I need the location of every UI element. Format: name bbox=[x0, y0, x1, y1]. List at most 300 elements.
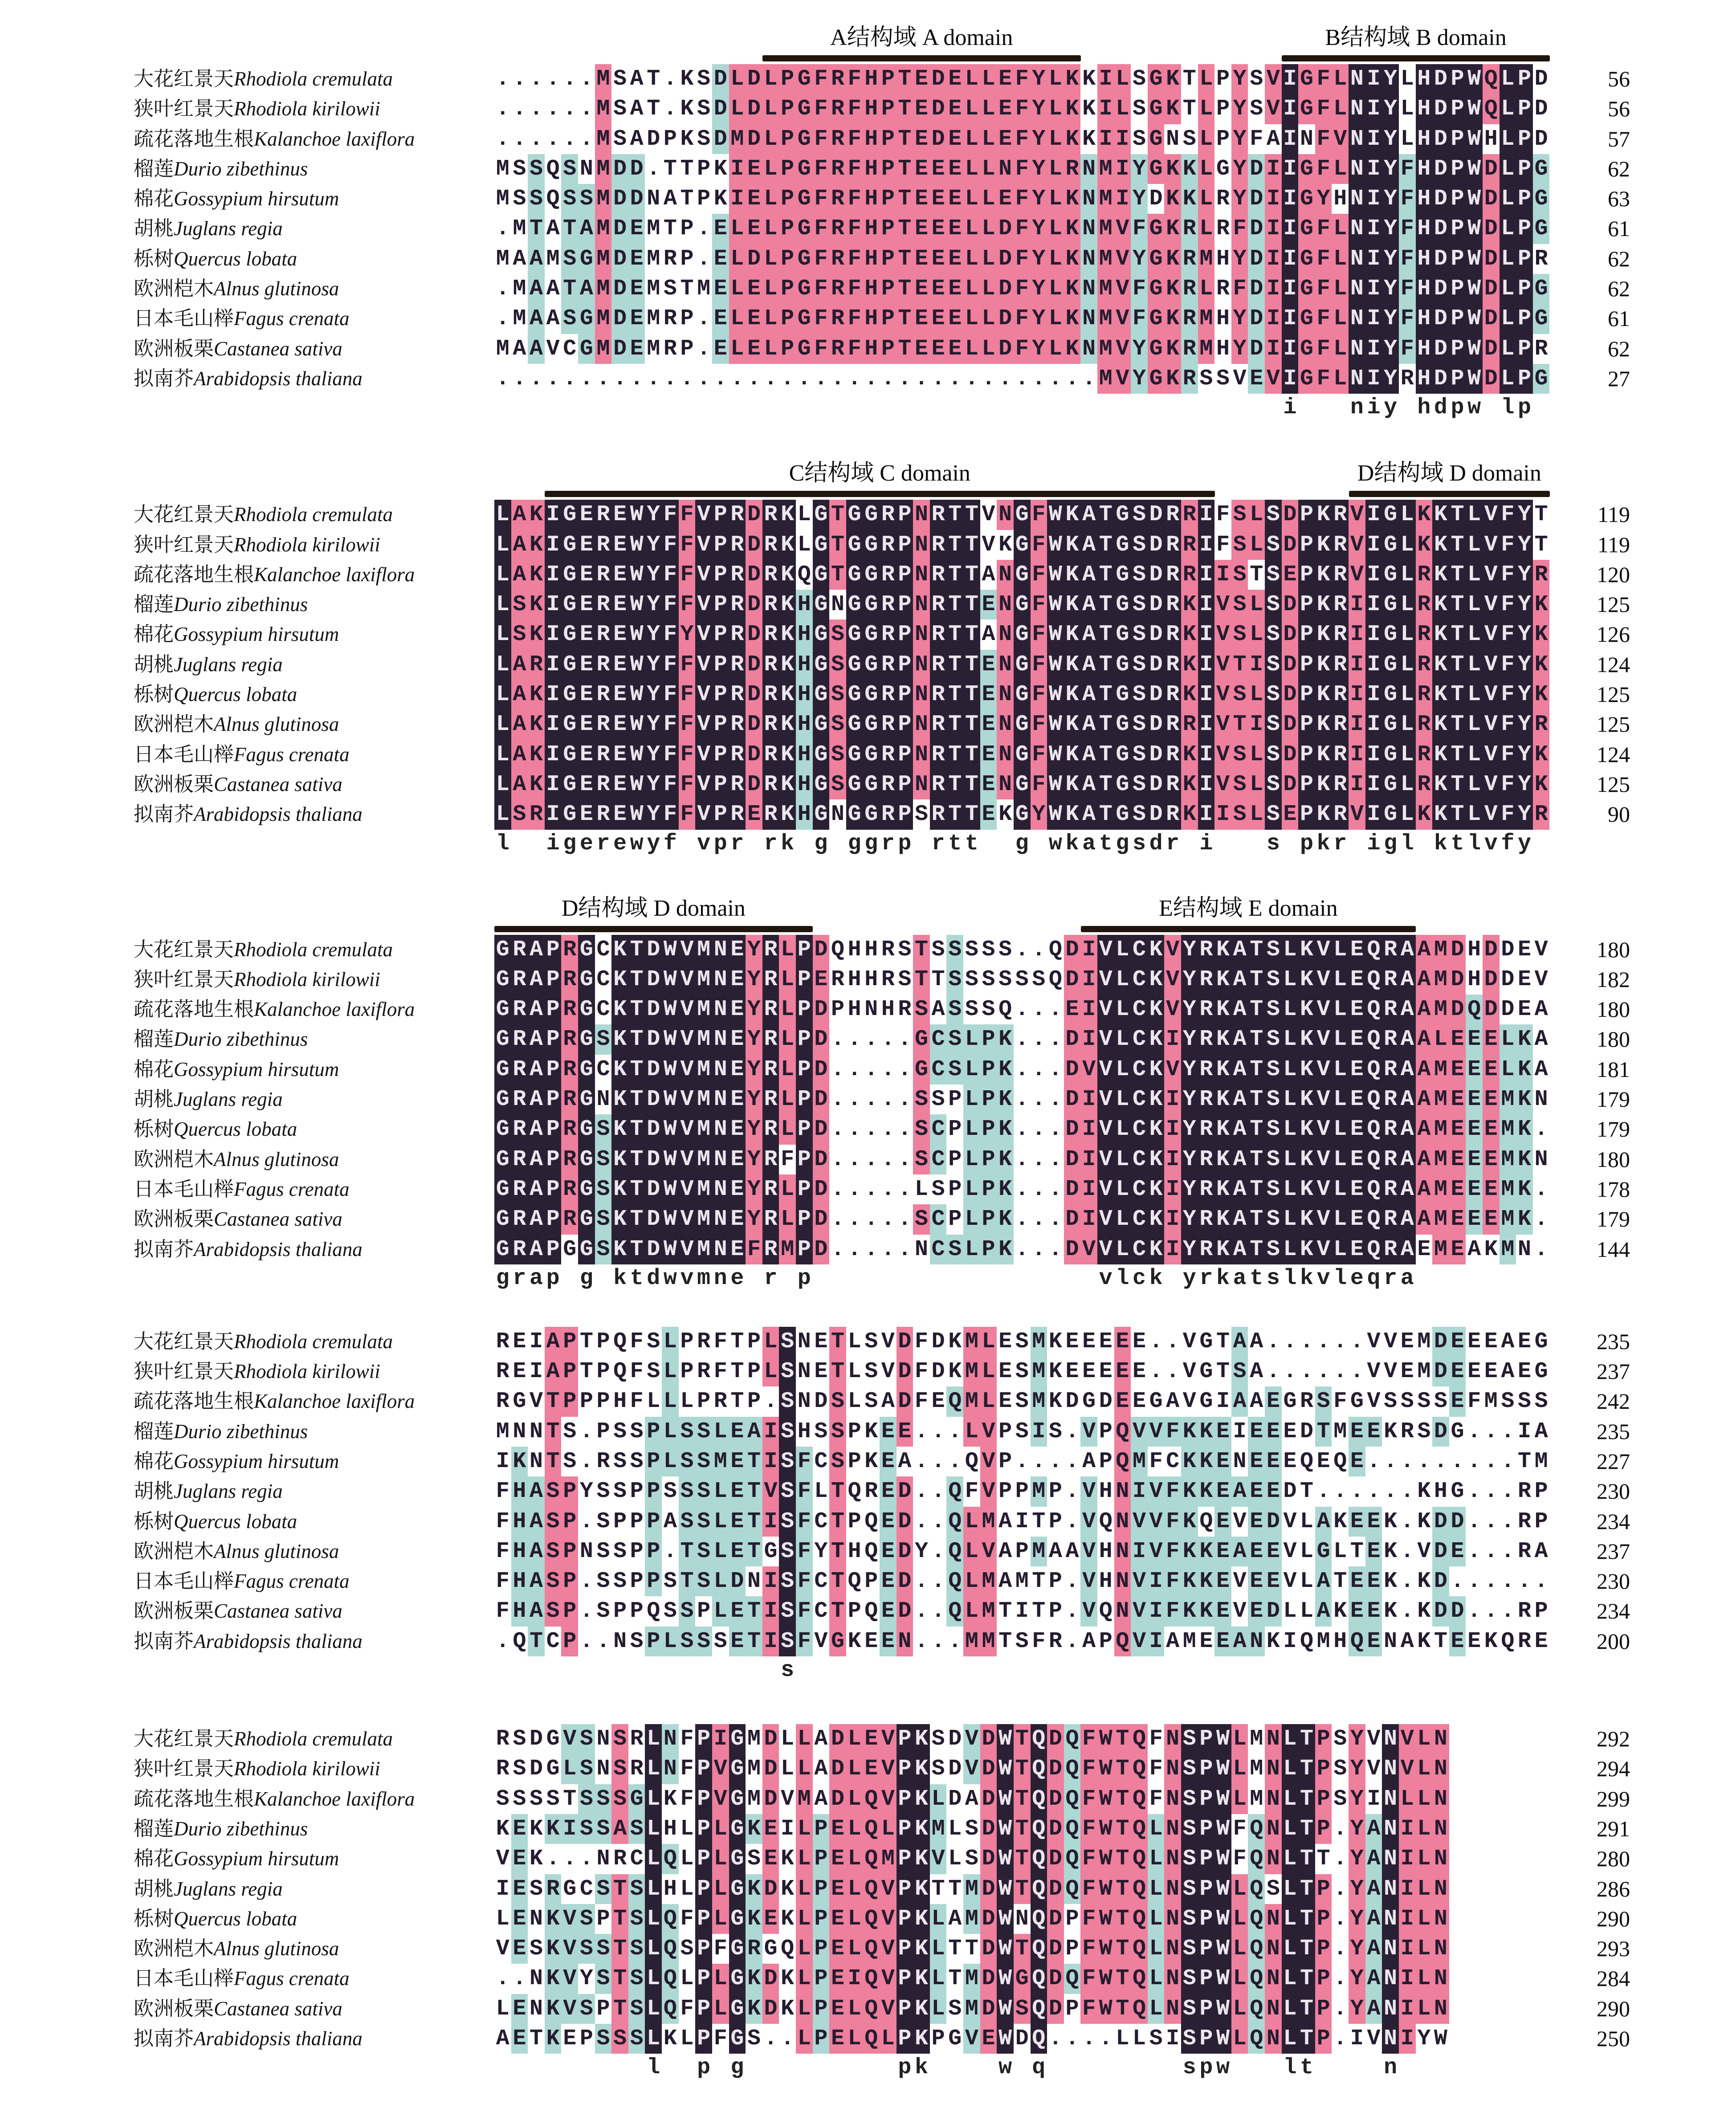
residue-cell: P bbox=[998, 1419, 1012, 1444]
residue-cell: F bbox=[680, 1726, 694, 1752]
residue-cell: L bbox=[797, 502, 811, 528]
residue-cell: E bbox=[1065, 1329, 1079, 1354]
residue-cell: I bbox=[1399, 1994, 1416, 2024]
residue-cell: K bbox=[611, 1174, 628, 1204]
residue-cell: P bbox=[1198, 1784, 1215, 1814]
consensus-cell: e bbox=[1350, 1265, 1364, 1291]
residue-cell: F bbox=[1216, 502, 1230, 528]
residue-cell: K bbox=[913, 1904, 930, 1934]
residue-cell: K bbox=[1533, 620, 1550, 649]
residue-cell: K bbox=[913, 1754, 930, 1784]
residue-cell: Y bbox=[814, 1538, 828, 1564]
residue-position: 237 bbox=[1597, 1359, 1630, 1384]
species-name-zh: 狭叶红景天 bbox=[134, 968, 234, 991]
residue-cell: W bbox=[997, 1964, 1014, 1994]
consensus-cell: w bbox=[998, 2055, 1012, 2081]
residue-cell: S bbox=[628, 1934, 645, 1964]
residue-cell: L bbox=[712, 1417, 729, 1447]
alignment-row bbox=[0, 1627, 1736, 1656]
residue-cell: D bbox=[1015, 2026, 1029, 2052]
residue-cell: K bbox=[1181, 1447, 1198, 1476]
residue-cell: P bbox=[697, 1598, 711, 1624]
sequence-cells bbox=[494, 244, 1549, 274]
residue-cell: R bbox=[1382, 1085, 1399, 1114]
residue-cell: . bbox=[1400, 1598, 1414, 1624]
residue-cell: N bbox=[1349, 214, 1365, 244]
species-name-latin: Rhodiola cremulata bbox=[234, 938, 393, 961]
residue-cell: D bbox=[813, 1024, 830, 1054]
residue-cell: D bbox=[1449, 965, 1466, 995]
species-label bbox=[0, 184, 494, 214]
residue-cell: R bbox=[1416, 590, 1433, 620]
residue-cell: D bbox=[645, 1145, 662, 1174]
residue-cell: L bbox=[1332, 1055, 1349, 1085]
species-name-zh: 大花红景天 bbox=[134, 938, 234, 961]
residue-cell: N bbox=[1382, 1964, 1399, 1994]
species-label bbox=[0, 1754, 494, 1784]
residue-cell: . bbox=[513, 66, 526, 92]
residue-cell: S bbox=[545, 1537, 562, 1566]
residue-cell: A bbox=[1365, 1874, 1382, 1904]
residue-cell: T bbox=[1534, 502, 1548, 528]
residue-cell: E bbox=[578, 530, 595, 560]
residue-position: 280 bbox=[1597, 1846, 1630, 1872]
residue-cell: R bbox=[561, 1024, 578, 1054]
residue-cell: K bbox=[1082, 66, 1096, 92]
residue-cell: D bbox=[813, 1114, 830, 1144]
residue-cell: S bbox=[628, 2024, 645, 2054]
alignment-row bbox=[0, 560, 1736, 590]
residue-cell: Y bbox=[1349, 1874, 1365, 1904]
residue-cell: M bbox=[647, 246, 660, 272]
residue-cell: R bbox=[729, 650, 746, 680]
residue-cell: R bbox=[729, 530, 746, 560]
residue-cell: P bbox=[948, 1176, 962, 1202]
residue-cell: . bbox=[496, 366, 509, 391]
residue-cell: E bbox=[1114, 1386, 1131, 1416]
residue-cell: S bbox=[829, 740, 846, 770]
residue-cell: R bbox=[1181, 244, 1198, 274]
residue-cell: P bbox=[796, 995, 813, 1024]
residue-cell: E bbox=[1248, 364, 1265, 394]
residue-cell: E bbox=[913, 94, 930, 124]
residue-cell: L bbox=[980, 1357, 997, 1386]
residue-cell: K bbox=[1315, 530, 1332, 560]
residue-cell: S bbox=[628, 1964, 645, 1994]
residue-cell: G bbox=[1298, 364, 1315, 394]
residue-cell: P bbox=[897, 1994, 913, 2024]
sequence-cells bbox=[494, 620, 1549, 649]
residue-cell: G bbox=[1533, 274, 1550, 304]
residue-cell: E bbox=[980, 740, 997, 770]
residue-cell: V bbox=[963, 1724, 980, 1754]
residue-cell: E bbox=[946, 274, 963, 304]
alignment-row bbox=[0, 64, 1736, 94]
consensus-cell bbox=[880, 394, 897, 424]
consensus-cell bbox=[913, 1656, 930, 1686]
species-name-zh: 疏花落地生根 bbox=[134, 563, 254, 586]
residue-cell: T bbox=[1114, 1844, 1131, 1874]
alignment-row bbox=[0, 995, 1736, 1024]
residue-cell: M bbox=[595, 124, 612, 154]
residue-cell: L bbox=[1332, 1114, 1349, 1144]
residue-cell: W bbox=[628, 650, 645, 680]
species-label bbox=[0, 124, 494, 154]
residue-cell: K bbox=[913, 1964, 930, 1994]
residue-cell: S bbox=[747, 1846, 761, 1872]
residue-cell: L bbox=[1148, 1844, 1165, 1874]
residue-cell: Q bbox=[1300, 1628, 1314, 1654]
residue-cell: N bbox=[1349, 334, 1365, 364]
residue-cell: V bbox=[1182, 1389, 1196, 1415]
residue-cell: T bbox=[1114, 1994, 1131, 2024]
sequence-cells bbox=[494, 530, 1549, 560]
residue-cell: T bbox=[1298, 1724, 1315, 1754]
consensus-cell bbox=[746, 1656, 762, 1686]
residue-cell: W bbox=[1047, 680, 1064, 709]
residue-cell: N bbox=[1114, 1596, 1131, 1626]
consensus-cell: f bbox=[1501, 831, 1515, 856]
residue-cell: L bbox=[1282, 1724, 1299, 1754]
residue-cell: P bbox=[948, 1087, 962, 1113]
residue-cell: . bbox=[1048, 1146, 1062, 1172]
residue-cell: E bbox=[712, 334, 729, 364]
residue-cell: E bbox=[511, 1874, 528, 1904]
residue-cell: N bbox=[1233, 1448, 1247, 1474]
residue-cell: M bbox=[1484, 1389, 1498, 1415]
residue-cell: L bbox=[963, 274, 980, 304]
residue-cell: M bbox=[1432, 1235, 1449, 1264]
residue-cell: R bbox=[880, 770, 897, 799]
residue-cell: M bbox=[695, 1114, 712, 1144]
residue-cell: K bbox=[1315, 680, 1332, 709]
residue-cell: L bbox=[980, 124, 997, 154]
residue-cell: K bbox=[1064, 530, 1081, 560]
residue-cell: G bbox=[1382, 740, 1399, 770]
residue-cell: G bbox=[1014, 740, 1031, 770]
residue-cell: I bbox=[1166, 2026, 1180, 2052]
residue-cell: . bbox=[831, 1236, 844, 1262]
residue-cell: D bbox=[997, 334, 1014, 364]
residue-cell: N bbox=[1265, 1904, 1282, 1934]
residue-cell: F bbox=[1315, 94, 1332, 124]
residue-cell: M bbox=[595, 184, 612, 214]
residue-cell: G bbox=[1114, 650, 1131, 680]
residue-cell: P bbox=[712, 770, 729, 799]
alignment-row bbox=[0, 1904, 1736, 1934]
residue-cell: . bbox=[579, 96, 593, 122]
residue-cell: W bbox=[1047, 770, 1064, 799]
residue-cell: L bbox=[1282, 1114, 1299, 1144]
residue-cell: E bbox=[880, 1596, 897, 1626]
residue-cell: D bbox=[1248, 184, 1265, 214]
residue-cell: P bbox=[1198, 1964, 1215, 1994]
residue-cell: G bbox=[1014, 650, 1031, 680]
residue-cell: F bbox=[1149, 1448, 1163, 1474]
residue-cell: S bbox=[1131, 590, 1148, 620]
residue-position: 234 bbox=[1597, 1598, 1630, 1624]
residue-cell: S bbox=[595, 1235, 612, 1264]
residue-cell: T bbox=[1182, 66, 1196, 92]
residue-cell: L bbox=[712, 1994, 729, 2024]
residue-cell: E bbox=[880, 1476, 897, 1506]
residue-cell: N bbox=[712, 1114, 729, 1144]
consensus-cell bbox=[829, 2054, 846, 2084]
residue-cell: R bbox=[746, 1934, 762, 1964]
residue-cell: E bbox=[814, 1329, 828, 1354]
residue-cell: G bbox=[1148, 154, 1165, 184]
residue-cell: K bbox=[1148, 995, 1165, 1024]
residue-cell: L bbox=[645, 1754, 662, 1784]
residue-cell: L bbox=[1047, 64, 1064, 94]
residue-cell: S bbox=[1231, 799, 1248, 829]
residue-cell: . bbox=[848, 1176, 861, 1202]
residue-cell: . bbox=[1501, 1448, 1515, 1474]
residue-cell: H bbox=[863, 334, 880, 364]
residue-cell: V bbox=[1131, 1566, 1148, 1596]
residue-cell: Y bbox=[1031, 244, 1047, 274]
residue-cell: L bbox=[846, 1754, 863, 1784]
residue-cell: T bbox=[528, 214, 545, 244]
residue-cell: M bbox=[1417, 1359, 1431, 1385]
residue-cell: K bbox=[1164, 184, 1181, 214]
residue-cell: G bbox=[863, 590, 880, 620]
residue-cell: T bbox=[680, 156, 694, 182]
residue-cell: V bbox=[1097, 1204, 1114, 1234]
consensus-cell bbox=[1432, 1656, 1449, 1686]
residue-cell: N bbox=[1265, 1964, 1282, 1994]
residue-cell: D bbox=[1483, 214, 1500, 244]
residue-cell: K bbox=[1432, 530, 1449, 560]
residue-cell: G bbox=[578, 304, 595, 334]
residue-cell: Y bbox=[645, 560, 662, 590]
residue-cell: G bbox=[1315, 1537, 1332, 1566]
residue-cell: Y bbox=[1382, 244, 1399, 274]
residue-cell: I bbox=[1233, 1419, 1247, 1444]
residue-cell: R bbox=[829, 244, 846, 274]
residue-cell: D bbox=[897, 1596, 913, 1626]
residue-cell: . bbox=[1333, 1359, 1347, 1385]
residue-cell: R bbox=[1181, 364, 1198, 394]
residue-cell: L bbox=[1332, 334, 1349, 364]
residue-cell: S bbox=[1015, 1329, 1029, 1354]
residue-cell: P bbox=[1015, 1538, 1029, 1564]
residue-cell: F bbox=[1500, 530, 1516, 560]
residue-cell: D bbox=[1483, 244, 1500, 274]
residue-cell: L bbox=[494, 500, 511, 530]
residue-cell: L bbox=[948, 1816, 962, 1842]
residue-cell: R bbox=[1517, 1628, 1531, 1654]
residue-cell: T bbox=[1248, 1114, 1265, 1144]
residue-cell: Q bbox=[1248, 1874, 1265, 1904]
residue-cell: . bbox=[563, 1846, 577, 1872]
residue-cell: V bbox=[880, 1874, 897, 1904]
species-label bbox=[0, 620, 494, 649]
residue-cell: P bbox=[1198, 1874, 1215, 1904]
consensus-row bbox=[0, 1656, 1736, 1685]
residue-cell: D bbox=[1432, 274, 1449, 304]
residue-cell: E bbox=[746, 304, 762, 334]
residue-cell: F bbox=[662, 560, 679, 590]
consensus-cell bbox=[1399, 1656, 1416, 1686]
residue-cell: R bbox=[1382, 935, 1399, 965]
species-label bbox=[0, 1145, 494, 1174]
residue-cell: S bbox=[1015, 966, 1029, 992]
residue-cell: . bbox=[1434, 1448, 1447, 1474]
residue-cell: G bbox=[578, 1235, 595, 1264]
residue-cell: V bbox=[1483, 620, 1500, 649]
residue-cell: F bbox=[1031, 650, 1047, 680]
residue-cell: A bbox=[545, 1327, 562, 1357]
residue-cell: L bbox=[1282, 935, 1299, 965]
residue-cell: V bbox=[1080, 1055, 1097, 1085]
residue-cell: Q bbox=[1031, 1874, 1047, 1904]
residue-cell: Y bbox=[1181, 995, 1198, 1024]
residue-cell: P bbox=[897, 1964, 913, 1994]
residue-cell: M bbox=[695, 995, 712, 1024]
residue-cell: D bbox=[1432, 94, 1449, 124]
residue-cell: L bbox=[645, 1844, 662, 1874]
residue-cell: P bbox=[695, 1994, 712, 2024]
residue-cell: P bbox=[596, 1359, 610, 1385]
residue-cell: S bbox=[695, 1447, 712, 1476]
residue-cell: T bbox=[730, 1389, 744, 1415]
residue-cell: F bbox=[1014, 154, 1031, 184]
residue-cell: S bbox=[1265, 709, 1282, 739]
residue-cell: K bbox=[1214, 1174, 1231, 1204]
residue-cell: T bbox=[746, 1507, 762, 1537]
residue-cell: T bbox=[561, 214, 578, 244]
residue-cell: . bbox=[1032, 1448, 1046, 1474]
residue-cell: F bbox=[1500, 620, 1516, 649]
residue-cell: F bbox=[846, 154, 863, 184]
consensus-cell bbox=[645, 1656, 662, 1686]
residue-cell: F bbox=[1315, 334, 1332, 364]
residue-cell: N bbox=[1300, 126, 1314, 152]
residue-cell: K bbox=[779, 799, 796, 829]
residue-cell: D bbox=[1282, 770, 1299, 799]
residue-cell: P bbox=[1449, 334, 1466, 364]
consensus-cell bbox=[645, 394, 662, 424]
residue-cell: S bbox=[1149, 2026, 1163, 2052]
residue-cell: R bbox=[729, 740, 746, 770]
residue-cell: K bbox=[1384, 1419, 1398, 1444]
residue-cell: D bbox=[762, 1754, 779, 1784]
residue-cell: . bbox=[546, 1846, 560, 1872]
species-name-zh: 欧洲桤木 bbox=[134, 1540, 214, 1562]
residue-cell: N bbox=[712, 1145, 729, 1174]
residue-cell: A bbox=[1399, 1085, 1416, 1114]
residue-cell: G bbox=[578, 1204, 595, 1234]
residue-cell: G bbox=[1014, 1964, 1031, 1994]
residue-cell: W bbox=[1214, 1994, 1231, 2024]
residue-cell: . bbox=[579, 1448, 593, 1474]
residue-cell: E bbox=[511, 1994, 528, 2024]
residue-cell: P bbox=[545, 1174, 562, 1204]
residue-cell: V bbox=[980, 1447, 997, 1476]
residue-cell: P bbox=[695, 1784, 712, 1814]
residue-cell: K bbox=[1064, 64, 1081, 94]
residue-cell: E bbox=[1517, 1359, 1531, 1385]
residue-cell: C bbox=[930, 1024, 947, 1054]
residue-cell: R bbox=[880, 740, 897, 770]
residue-cell: P bbox=[779, 64, 796, 94]
consensus-cell bbox=[1181, 830, 1198, 860]
residue-cell: R bbox=[1382, 1114, 1399, 1144]
residue-cell: V bbox=[1214, 620, 1231, 649]
residue-cell: L bbox=[1399, 1784, 1416, 1814]
residue-cell: Q bbox=[1248, 1994, 1265, 2024]
residue-cell: P bbox=[695, 1874, 712, 1904]
residue-cell: I bbox=[1399, 1814, 1416, 1844]
residue-cell: T bbox=[730, 1359, 744, 1385]
consensus-spacer bbox=[0, 1264, 494, 1293]
residue-cell: S bbox=[595, 1964, 612, 1994]
residue-cell: W bbox=[997, 1874, 1014, 1904]
residue-cell: I bbox=[1365, 304, 1382, 334]
residue-cell: D bbox=[762, 1874, 779, 1904]
consensus-cell: e bbox=[579, 831, 593, 856]
residue-cell: H bbox=[1416, 64, 1433, 94]
residue-cell: R bbox=[595, 620, 612, 649]
residue-cell: Y bbox=[579, 1479, 593, 1505]
residue-cell: R bbox=[1198, 1235, 1215, 1264]
residue-cell: E bbox=[829, 1844, 846, 1874]
residue-cell: N bbox=[915, 1236, 929, 1262]
residue-cell: I bbox=[1283, 1628, 1297, 1654]
residue-cell: G bbox=[729, 1874, 746, 1904]
residue-cell: F bbox=[662, 740, 679, 770]
residue-cell: P bbox=[1065, 1936, 1079, 1962]
residue-cell: N bbox=[864, 997, 878, 1023]
residue-cell: F bbox=[1080, 1994, 1097, 2024]
residue-cell: L bbox=[1282, 1024, 1299, 1054]
residue-cell: R bbox=[930, 709, 947, 739]
consensus-cell bbox=[1014, 1656, 1031, 1686]
species-label bbox=[0, 1724, 494, 1754]
residue-cell: Y bbox=[1131, 334, 1148, 364]
residue-cell: L bbox=[1047, 214, 1064, 244]
residue-cell: T bbox=[1298, 1934, 1315, 1964]
residue-cell: G bbox=[1148, 364, 1165, 394]
residue-cell: S bbox=[1501, 1389, 1515, 1415]
consensus-cell bbox=[1349, 830, 1365, 860]
residue-cell: D bbox=[1501, 966, 1515, 992]
residue-cell: K bbox=[1516, 1024, 1533, 1054]
residue-cell: Y bbox=[1516, 680, 1533, 709]
residue-cell: I bbox=[1282, 64, 1299, 94]
residue-cell: T bbox=[628, 1145, 645, 1174]
residue-cell: F bbox=[496, 1509, 509, 1534]
residue-cell: S bbox=[595, 1114, 612, 1144]
residue-cell: S bbox=[546, 1786, 560, 1812]
residue-cell: L bbox=[1248, 770, 1265, 799]
residue-cell: S bbox=[1231, 680, 1248, 709]
residue-cell: P bbox=[1099, 1628, 1113, 1654]
residue-cell: K bbox=[1064, 244, 1081, 274]
residue-cell: P bbox=[1298, 620, 1315, 649]
alignment-row bbox=[0, 1204, 1736, 1234]
residue-cell: T bbox=[829, 1507, 846, 1537]
consensus-cell bbox=[1500, 1264, 1516, 1294]
residue-cell: D bbox=[1148, 590, 1165, 620]
sequence-cells bbox=[494, 1085, 1549, 1114]
residue-cell: L bbox=[781, 1756, 795, 1782]
residue-cell: T bbox=[1298, 1904, 1315, 1934]
residue-cell: . bbox=[1534, 1117, 1548, 1142]
residue-cell: S bbox=[1131, 740, 1148, 770]
residue-cell: L bbox=[796, 1724, 813, 1754]
